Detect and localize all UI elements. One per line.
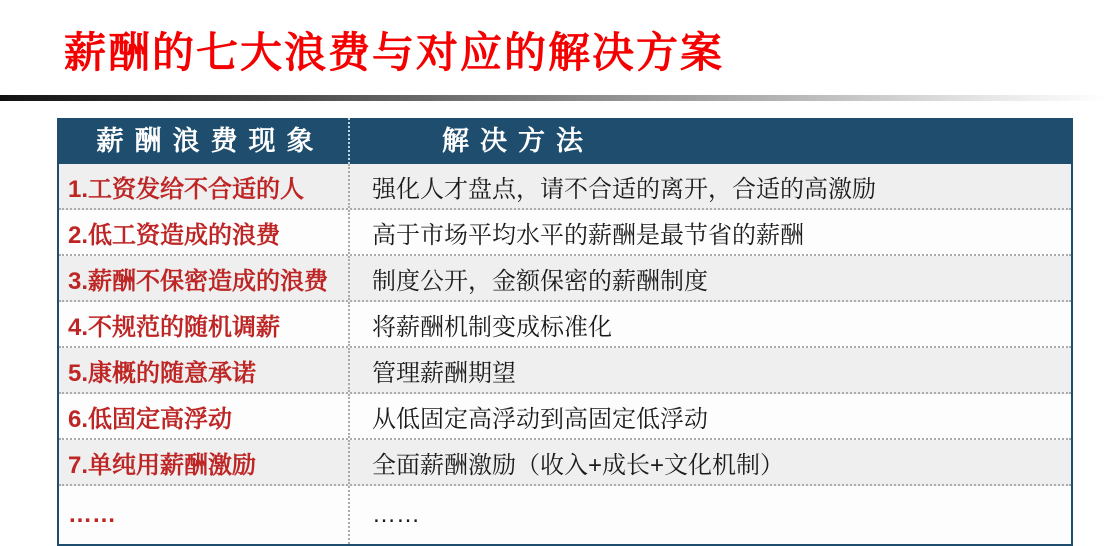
- table-header-row: [59, 118, 1071, 164]
- table-row: [59, 302, 1071, 348]
- waste-cell: 1.工资发给不合适的人: [59, 164, 350, 208]
- column-header-waste: 薪酬浪费现象: [59, 118, 350, 164]
- waste-cell: ……: [59, 486, 350, 544]
- table-row: [59, 210, 1071, 256]
- solution-cell: 高于市场平均水平的薪酬是最节省的薪酬: [372, 221, 804, 249]
- waste-cell: 5.康概的随意承诺: [59, 348, 350, 392]
- table-body: [59, 164, 1071, 544]
- table-row: [59, 164, 1071, 210]
- title-underline: [0, 95, 1119, 101]
- table-row: [59, 256, 1071, 302]
- solution-cell: 强化人才盘点，请不合适的离开，合适的高激励: [372, 175, 876, 203]
- table-row: [59, 348, 1071, 394]
- solution-cell: 将薪酬机制变成标准化: [372, 313, 612, 341]
- compensation-waste-table: [57, 118, 1073, 546]
- waste-cell: 3.薪酬不保密造成的浪费: [59, 256, 350, 300]
- solution-cell: 制度公开，金额保密的薪酬制度: [372, 267, 708, 295]
- waste-cell: 4.不规范的随机调薪: [59, 302, 350, 346]
- table-row: [59, 440, 1071, 486]
- solution-cell: 管理薪酬期望: [372, 359, 516, 387]
- solution-cell: ……: [372, 501, 420, 528]
- solution-cell: 从低固定高浮动到高固定低浮动: [372, 405, 708, 433]
- waste-cell: 2.低工资造成的浪费: [59, 210, 350, 254]
- waste-cell: 7.单纯用薪酬激励: [59, 440, 350, 484]
- solution-cell: 全面薪酬激励（收入+成长+文化机制）: [372, 451, 785, 479]
- column-header-solution: 解决方法: [442, 126, 594, 156]
- waste-cell: 6.低固定高浮动: [59, 394, 350, 438]
- table-row: [59, 486, 1071, 544]
- table-row: [59, 394, 1071, 440]
- page-title: 薪酬的七大浪费与对应的解决方案: [64, 29, 725, 76]
